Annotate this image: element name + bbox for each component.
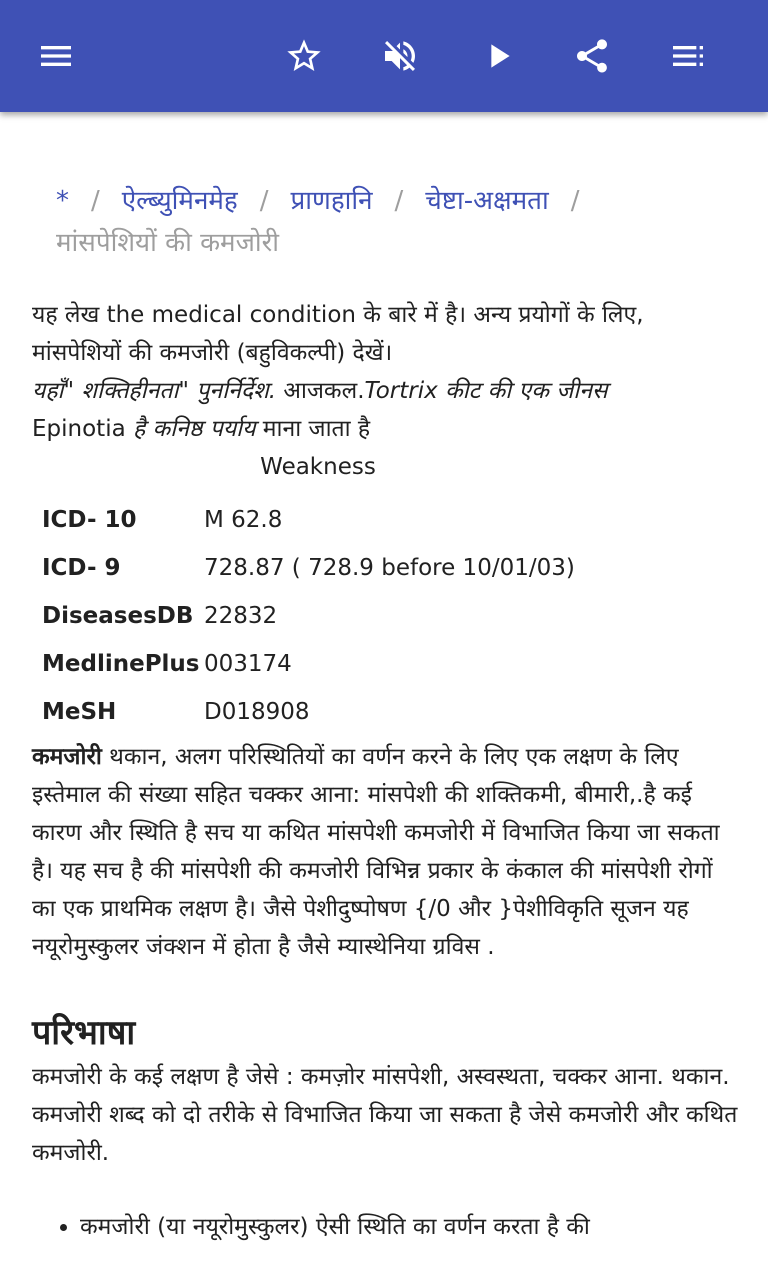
infobox-value[interactable]: 728.87 ( 728.9 before 10/01/03) xyxy=(204,555,575,581)
infobox-value[interactable]: 003174 xyxy=(204,651,292,677)
app-bar xyxy=(0,0,768,112)
breadcrumb-item-root[interactable]: * xyxy=(56,186,69,216)
breadcrumb-separator: / xyxy=(91,186,100,216)
infobox-table xyxy=(42,496,575,736)
breadcrumb-separator: / xyxy=(259,186,269,216)
breadcrumb-item-disability[interactable]: चेष्टा-अक्षमता xyxy=(425,186,549,216)
infobox-key: DiseasesDB xyxy=(42,603,194,629)
intro-term: कमजोरी xyxy=(32,744,102,770)
hatnote-line1: यह लेख the medical condition के बारे में है। अन्य प्रयोगों के लिए, xyxy=(32,302,644,328)
menu-icon[interactable] xyxy=(28,28,84,84)
star-outline-icon[interactable] xyxy=(276,28,332,84)
infobox-key: MeSH xyxy=(42,699,117,725)
play-icon[interactable] xyxy=(470,28,526,84)
breadcrumb-current: मांसपेशियों की कमजोरी xyxy=(56,228,279,258)
article-content xyxy=(0,112,768,1280)
table-row xyxy=(42,592,575,640)
list-icon[interactable] xyxy=(660,28,716,84)
breadcrumb-separator: / xyxy=(570,186,580,216)
hatnote-line2: मांसपेशियों की कमजोरी (बहुविकल्पी) देखें। xyxy=(32,340,393,366)
table-row xyxy=(42,688,575,736)
table-row xyxy=(42,544,575,592)
infobox-key: MedlinePlus xyxy=(42,651,200,677)
hatnote-redirect-plain: आजकल. xyxy=(276,378,365,404)
share-icon[interactable] xyxy=(564,28,620,84)
breadcrumb-item-albuminuria[interactable]: ऐल्ब्युमिनमेह xyxy=(121,186,238,216)
volume-off-icon[interactable] xyxy=(372,28,428,84)
intro-text: थकान, अलग परिस्थितियों का वर्णन करने के लिए एक लक्षण के लिए इस्तेमाल की संख्या सहित चक्कर आना: मांसपेशी की शक्तिकमी, बीमारी,.है कई कारण और स्थिति है सच या कथित मांसपेशी कमजोरी में विभाजित किया जा सकता है। यह सच है की मांसपेशी की कमजोरी विभिन्न प्रकार के कंकाल की मांसपेशी रोगों का एक प्राथमिक लक्षण है। जैसे पेशीदुष्पोषण {/0 और }पेशीविकृति सूजन यह नयूरोमुस्कुलर जंक्शन में होता है जैसे म्यास्थेनिया ग्रविस . xyxy=(32,744,720,960)
hatnote-line4-italic: है कनिष्ठ पर्याय xyxy=(132,416,256,442)
hatnote-redirect: यहाँ" शक्तिहीनता" पुनर्निर्देश. xyxy=(32,378,277,404)
breadcrumb xyxy=(56,180,746,264)
hatnote xyxy=(32,296,742,448)
section-paragraph: कमजोरी के कई लक्षण है जेसे : कमज़ोर मांसपेशी, अस्वस्थता, चक्कर आना. थकान. कमजोरी शब्द को दो तरीके से विभाजित किया जा सकता है जेसे कमजोरी और कथित कमजोरी. xyxy=(32,1064,738,1166)
section-heading-definition: परिभाषा xyxy=(32,1013,136,1053)
infobox-title: Weakness xyxy=(260,454,376,480)
infobox-value[interactable]: D018908 xyxy=(204,699,310,725)
breadcrumb-item-death[interactable]: प्राणहानि xyxy=(290,186,373,216)
bullet-list xyxy=(32,1208,742,1246)
infobox-value[interactable]: M 62.8 xyxy=(204,507,283,533)
infobox-key: ICD- 10 xyxy=(42,507,137,533)
hatnote-line4: Epinotia xyxy=(32,416,133,442)
table-row xyxy=(42,640,575,688)
table-row xyxy=(42,496,575,544)
article-body xyxy=(32,296,742,1246)
infobox-value[interactable]: 22832 xyxy=(204,603,278,629)
breadcrumb-separator: / xyxy=(394,186,404,216)
hatnote-redirect-2: Tortrix कीट की एक जीनस xyxy=(364,378,608,404)
list-item: • कमजोरी (या नयूरोमुस्कुलर) ऐसी स्थिति का वर्णन करता है की xyxy=(80,1208,742,1246)
intro-paragraph xyxy=(32,738,742,966)
hatnote-line4-end: माना जाता है xyxy=(255,416,371,442)
infobox-key: ICD- 9 xyxy=(42,555,121,581)
